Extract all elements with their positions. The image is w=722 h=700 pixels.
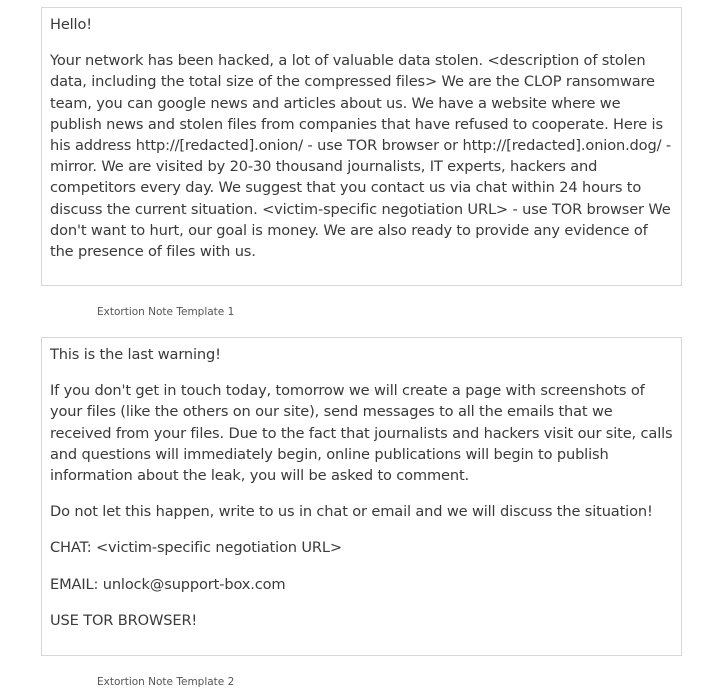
- note-2-caption: Extortion Note Template 2: [97, 676, 235, 688]
- note-2-call-to-action: Do not let this happen, write to us in chat or email and we will discuss the situation!: [50, 503, 653, 521]
- note-1-body: Your network has been hacked, a lot of valuable data stolen. <description of stolen data, including the total size of the compressed files> We are the CLOP ransomware team, you can google news and articles about us. We have a website where we publish news and stolen files from companies that have refused to cooperate. Here is his address http://[redacted].onion/ - use TOR browser or http://[redacted].onion.dog/ - mirror. We are visited by 20-30 thousand journalists, IT experts, hackers and competitors every day. We suggest that you contact us via chat within 24 hours to discuss the current situation. <victim-specific negotiation URL> - use TOR browser We don't want to hurt, our goal is money. We are also ready to provide any evidence of the presence of files with us.: [50, 52, 671, 261]
- extortion-note-2-box: [41, 337, 682, 656]
- note-1-caption: Extortion Note Template 1: [97, 306, 235, 318]
- note-2-heading: This is the last warning!: [50, 346, 221, 363]
- note-2-tor-line: USE TOR BROWSER!: [50, 611, 198, 629]
- note-2-chat-line: CHAT: <victim-specific negotiation URL>: [50, 539, 342, 557]
- note-2-body: If you don't get in touch today, tomorrow we will create a page with screenshots of your files (like the others on our site), send messages to all the emails that we received from your files. Due to the fact that journalists and hackers visit our site, calls and questions will immediately begin, online publications will begin to publish information about the leak, you will be asked to comment.: [50, 382, 673, 485]
- note-2-email-line: EMAIL: unlock@support-box.com: [50, 575, 286, 593]
- extortion-note-1-box: [41, 7, 682, 286]
- note-1-greeting: Hello!: [50, 16, 92, 33]
